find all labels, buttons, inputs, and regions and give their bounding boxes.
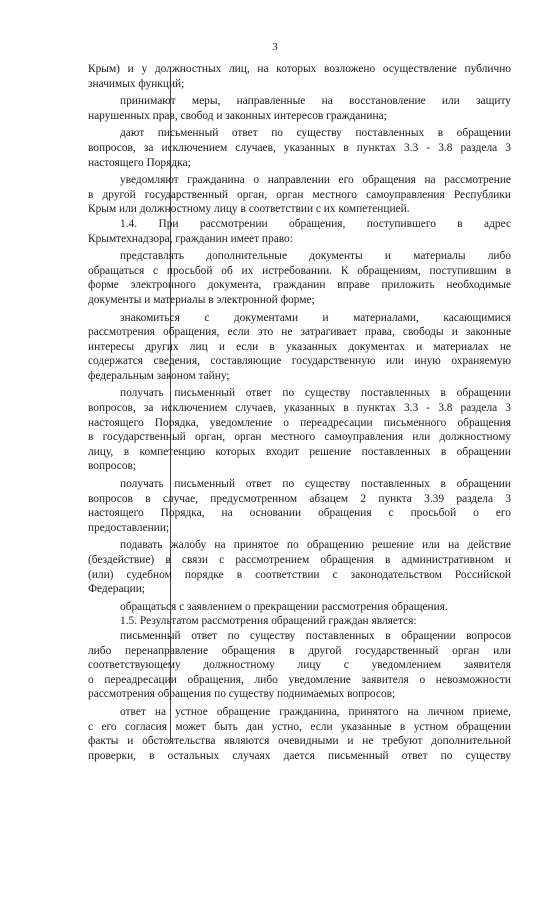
text-line: обращаться с заявлением о прекращении рассмотрения обращения. bbox=[120, 600, 448, 613]
text-line: с его согласия может быть дан устно, если указанные в устном обращении bbox=[88, 720, 511, 733]
text-line: Крым или должностному лицу в соответствии с их компетенцией. bbox=[88, 203, 410, 216]
text-line: предоставлении; bbox=[88, 521, 170, 534]
text-line: уведомляют гражданина о направлении его обращения на рассмотрение bbox=[120, 174, 511, 187]
text-line: нарушенных прав, свобод и законных интересов гражданина; bbox=[88, 109, 387, 122]
text-line: представлять дополнительные документы и материалы либо bbox=[120, 250, 511, 263]
text-line: вопросов, за исключением случаев, указанных в пунктах 3.3 - 3.8 раздела 3 bbox=[88, 141, 511, 154]
text-line: получать письменный ответ по существу поставленных в обращении bbox=[120, 387, 511, 400]
text-line: принимают меры, направленные на восстановление или защиту bbox=[120, 95, 511, 108]
text-line: о переадресации обращения, либо уведомление заявителя о невозможности bbox=[88, 673, 511, 686]
text-line: обращаться с просьбой об их истребовании. К обращениям, поступившим в bbox=[88, 264, 511, 277]
text-line: вопросов; bbox=[88, 460, 137, 473]
text-line: 1.4. При рассмотрении обращения, поступившего в адрес bbox=[120, 217, 511, 230]
text-line: знакомиться с документами и материалами, касающимися bbox=[120, 311, 511, 324]
text-line: лицу, в компетенцию которых входит решение поставленных в обращении bbox=[88, 445, 511, 458]
text-line: содержатся сведения, составляющие государственную или иную охраняемую bbox=[88, 355, 511, 368]
text-line: либо перенаправление обращения в другой государственный орган или bbox=[88, 644, 511, 657]
text-line: документы и материалы в электронной форме; bbox=[88, 293, 315, 306]
text-line: проверки, в остальных случаях дается письменный ответ по существу bbox=[88, 749, 511, 762]
text-line: ответ на устное обращение гражданина, принятого на личном приеме, bbox=[120, 705, 511, 718]
text-line: (или) судебном порядке в соответствии с законодательством Российской bbox=[88, 568, 511, 581]
text-line: рассмотрения обращения, если это не затрагивает права, свободы и законные bbox=[88, 326, 511, 339]
text-line: интересы других лиц и если в указанных документах и материалах не bbox=[88, 340, 511, 353]
text-line: настоящего Порядка, уведомление о переадресации письменного обращения bbox=[88, 416, 511, 429]
text-line: получать письменный ответ по существу поставленных в обращении bbox=[120, 478, 511, 491]
text-line: дают письменный ответ по существу поставленных в обращении bbox=[120, 127, 511, 140]
text-line: факты и обстоятельства являются очевидными и не требуют дополнительной bbox=[88, 735, 511, 748]
page-number: 3 bbox=[272, 41, 278, 53]
text-line: значимых функций; bbox=[88, 77, 185, 90]
text-line: рассмотрения обращения по существу поднимаемых вопросов; bbox=[88, 688, 396, 701]
text-line: вопросов, за исключением случаев, указанных в пунктах 3.3 - 3.8 раздела 3 bbox=[88, 402, 511, 415]
text-line: настоящего Порядка, на основании обращения с просьбой о его bbox=[88, 507, 511, 520]
text-line: 1.5. Результатом рассмотрения обращений граждан является: bbox=[120, 615, 417, 628]
text-line: форме электронного документа, гражданин вправе приложить необходимые bbox=[88, 279, 511, 292]
text-line: подавать жалобу на принятое по обращению решение или на действие bbox=[120, 539, 511, 552]
text-line: Крым) и у должностных лиц, на которых возложено осуществление публично bbox=[88, 63, 511, 75]
document-body bbox=[88, 62, 511, 763]
text-line: вопросов в случае, предусмотренном абзацем 2 пункта 3.39 раздела 3 bbox=[88, 492, 511, 505]
text-line: соответствующему должностному лицу с уведомлением заявителя bbox=[88, 659, 511, 672]
text-line: в государственный орган, орган местного самоуправления или должностному bbox=[88, 431, 511, 444]
text-line: федеральным законом тайну; bbox=[88, 369, 230, 382]
text-line: письменный ответ по существу поставленных в обращении вопросов bbox=[120, 629, 511, 642]
text-line: Федерации; bbox=[88, 583, 145, 596]
text-line: в другой государственный орган, орган местного самоуправления Республики bbox=[88, 188, 511, 201]
text-line: (бездействие) в связи с рассмотрением обращения в административном и bbox=[88, 554, 511, 566]
text-line: настоящего Порядка; bbox=[88, 156, 191, 169]
text-line: Крымтехнадзора, гражданин имеет право: bbox=[88, 232, 293, 245]
